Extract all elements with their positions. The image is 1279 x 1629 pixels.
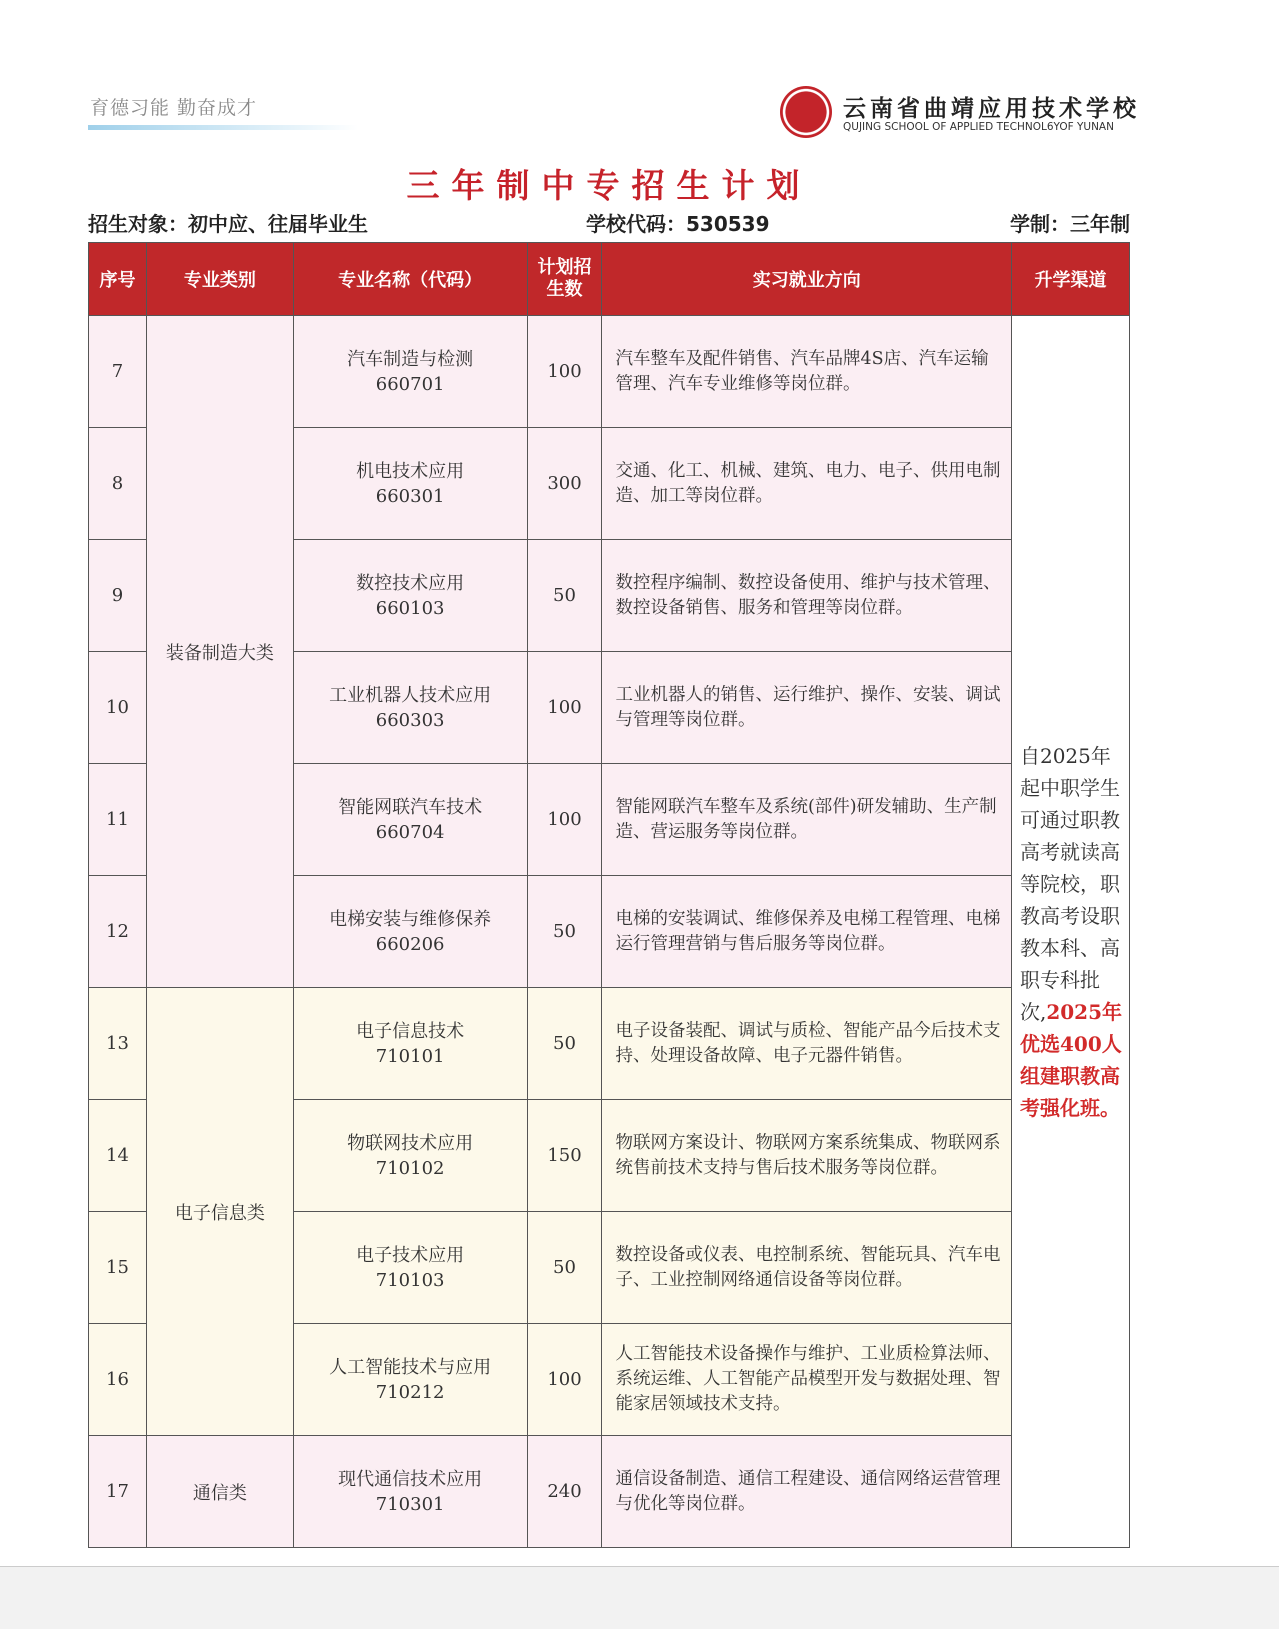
- major-name: 物联网技术应用: [347, 1132, 474, 1154]
- row-number: 9: [89, 540, 147, 652]
- major-code: 660301: [375, 485, 445, 507]
- plan-count: 100: [527, 1324, 602, 1436]
- row-number: 12: [89, 876, 147, 988]
- enrollment-table: [88, 242, 1130, 1548]
- major-cell: [293, 1100, 527, 1212]
- row-number: 17: [89, 1436, 147, 1548]
- row-number: 10: [89, 652, 147, 764]
- plan-count: 50: [527, 988, 602, 1100]
- career-direction: 电梯的安装调试、维修保养及电梯工程管理、电梯运行管理营销与售后服务等岗位群。: [602, 876, 1012, 988]
- table-row: [89, 1436, 1130, 1548]
- major-code: 660704: [375, 821, 445, 843]
- channel-text: 自2025年起中职学生可通过职教高考就读高等院校，职教高考设职教本科、高职专科批次,: [1019, 743, 1120, 1024]
- major-name: 智能网联汽车技术: [338, 796, 483, 818]
- col-header: 序号: [89, 243, 147, 316]
- major-cell: [293, 1212, 527, 1324]
- row-number: 13: [89, 988, 147, 1100]
- major-name: 现代通信技术应用: [338, 1468, 483, 1490]
- col-header: 计划招生数: [527, 243, 602, 316]
- major-cell: [293, 428, 527, 540]
- row-number: 7: [89, 316, 147, 428]
- row-number: 11: [89, 764, 147, 876]
- row-number: 16: [89, 1324, 147, 1436]
- career-direction: 数控程序编制、数控设备使用、维护与技术管理、数控设备销售、服务和管理等岗位群。: [602, 540, 1012, 652]
- row-number: 8: [89, 428, 147, 540]
- plan-count: 240: [527, 1436, 602, 1548]
- major-name: 电梯安装与维修保养: [329, 908, 492, 930]
- school-name-cn: 云南省曲靖应用技术学校: [843, 95, 1140, 122]
- study-system: 学制：三年制: [1010, 212, 1130, 236]
- major-code: 660206: [375, 933, 445, 955]
- motto-underline: [88, 125, 358, 130]
- career-direction: 汽车整车及配件销售、汽车品牌4S店、汽车运输管理、汽车专业维修等岗位群。: [602, 316, 1012, 428]
- major-cell: [293, 316, 527, 428]
- major-code: 660303: [375, 709, 445, 731]
- career-direction: 工业机器人的销售、运行维护、操作、安装、调试与管理等岗位群。: [602, 652, 1012, 764]
- plan-count: 50: [527, 876, 602, 988]
- major-code: 710301: [375, 1493, 445, 1515]
- career-direction: 人工智能技术设备操作与维护、工业质检算法师、系统运维、人工智能产品模型开发与数据处理、智能家居领域技术支持。: [602, 1324, 1012, 1436]
- major-cell: [293, 540, 527, 652]
- major-cell: [293, 988, 527, 1100]
- col-header: 专业类别: [146, 243, 293, 316]
- career-direction: 物联网方案设计、物联网方案系统集成、物联网系统售前技术支持与售后技术服务等岗位群。: [602, 1100, 1012, 1212]
- plan-count: 50: [527, 540, 602, 652]
- page-title: 三年制中专招生计划: [406, 166, 812, 205]
- school-logo-icon: [780, 86, 832, 138]
- major-name: 工业机器人技术应用: [329, 684, 492, 706]
- major-name: 电子信息技术: [356, 1020, 465, 1042]
- channel-highlight: 2025年优选400人组建职教高考强化班。: [1019, 999, 1123, 1120]
- table-row: [89, 316, 1130, 428]
- category: 电子信息类: [146, 988, 293, 1436]
- major-cell: [293, 1324, 527, 1436]
- major-name: 人工智能技术与应用: [329, 1356, 492, 1378]
- career-direction: 通信设备制造、通信工程建设、通信网络运营管理与优化等岗位群。: [602, 1436, 1012, 1548]
- career-direction: 交通、化工、机械、建筑、电力、电子、供用电制造、加工等岗位群。: [602, 428, 1012, 540]
- plan-count: 300: [527, 428, 602, 540]
- major-cell: [293, 652, 527, 764]
- bottom-bar: [0, 1566, 1279, 1629]
- plan-count: 100: [527, 764, 602, 876]
- enroll-target: 招生对象：初中应、往届毕业生: [88, 212, 368, 236]
- further-study-channel: [1011, 316, 1129, 1548]
- row-number: 15: [89, 1212, 147, 1324]
- major-code: 710102: [375, 1157, 445, 1179]
- major-code: 710101: [375, 1045, 445, 1067]
- table-row: [89, 988, 1130, 1100]
- col-header: 实习就业方向: [602, 243, 1012, 316]
- plan-count: 50: [527, 1212, 602, 1324]
- plan-count: 150: [527, 1100, 602, 1212]
- major-cell: [293, 1436, 527, 1548]
- career-direction: 电子设备装配、调试与质检、智能产品今后技术支持、处理设备故障、电子元器件销售。: [602, 988, 1012, 1100]
- col-header: 专业名称（代码）: [293, 243, 527, 316]
- major-code: 710103: [375, 1269, 445, 1291]
- major-name: 汽车制造与检测: [347, 348, 474, 370]
- category: 通信类: [146, 1436, 293, 1548]
- major-code: 710212: [375, 1381, 445, 1403]
- category: 装备制造大类: [146, 316, 293, 988]
- major-cell: [293, 764, 527, 876]
- col-header: 升学渠道: [1011, 243, 1129, 316]
- major-code: 660103: [375, 597, 445, 619]
- career-direction: 智能网联汽车整车及系统(部件)研发辅助、生产制造、营运服务等岗位群。: [602, 764, 1012, 876]
- row-number: 14: [89, 1100, 147, 1212]
- major-cell: [293, 876, 527, 988]
- career-direction: 数控设备或仪表、电控制系统、智能玩具、汽车电子、工业控制网络通信设备等岗位群。: [602, 1212, 1012, 1324]
- plan-count: 100: [527, 652, 602, 764]
- major-name: 电子技术应用: [356, 1244, 465, 1266]
- major-name: 机电技术应用: [356, 460, 465, 482]
- major-name: 数控技术应用: [356, 572, 465, 594]
- school-name-en: QUJING SCHOOL OF APPLIED TECHNOL6YOF YUNAN: [843, 121, 1114, 133]
- motto: 育德习能 勤奋成才: [90, 97, 258, 119]
- school-code: 学校代码：530539: [586, 212, 770, 236]
- major-code: 660701: [375, 373, 445, 395]
- plan-count: 100: [527, 316, 602, 428]
